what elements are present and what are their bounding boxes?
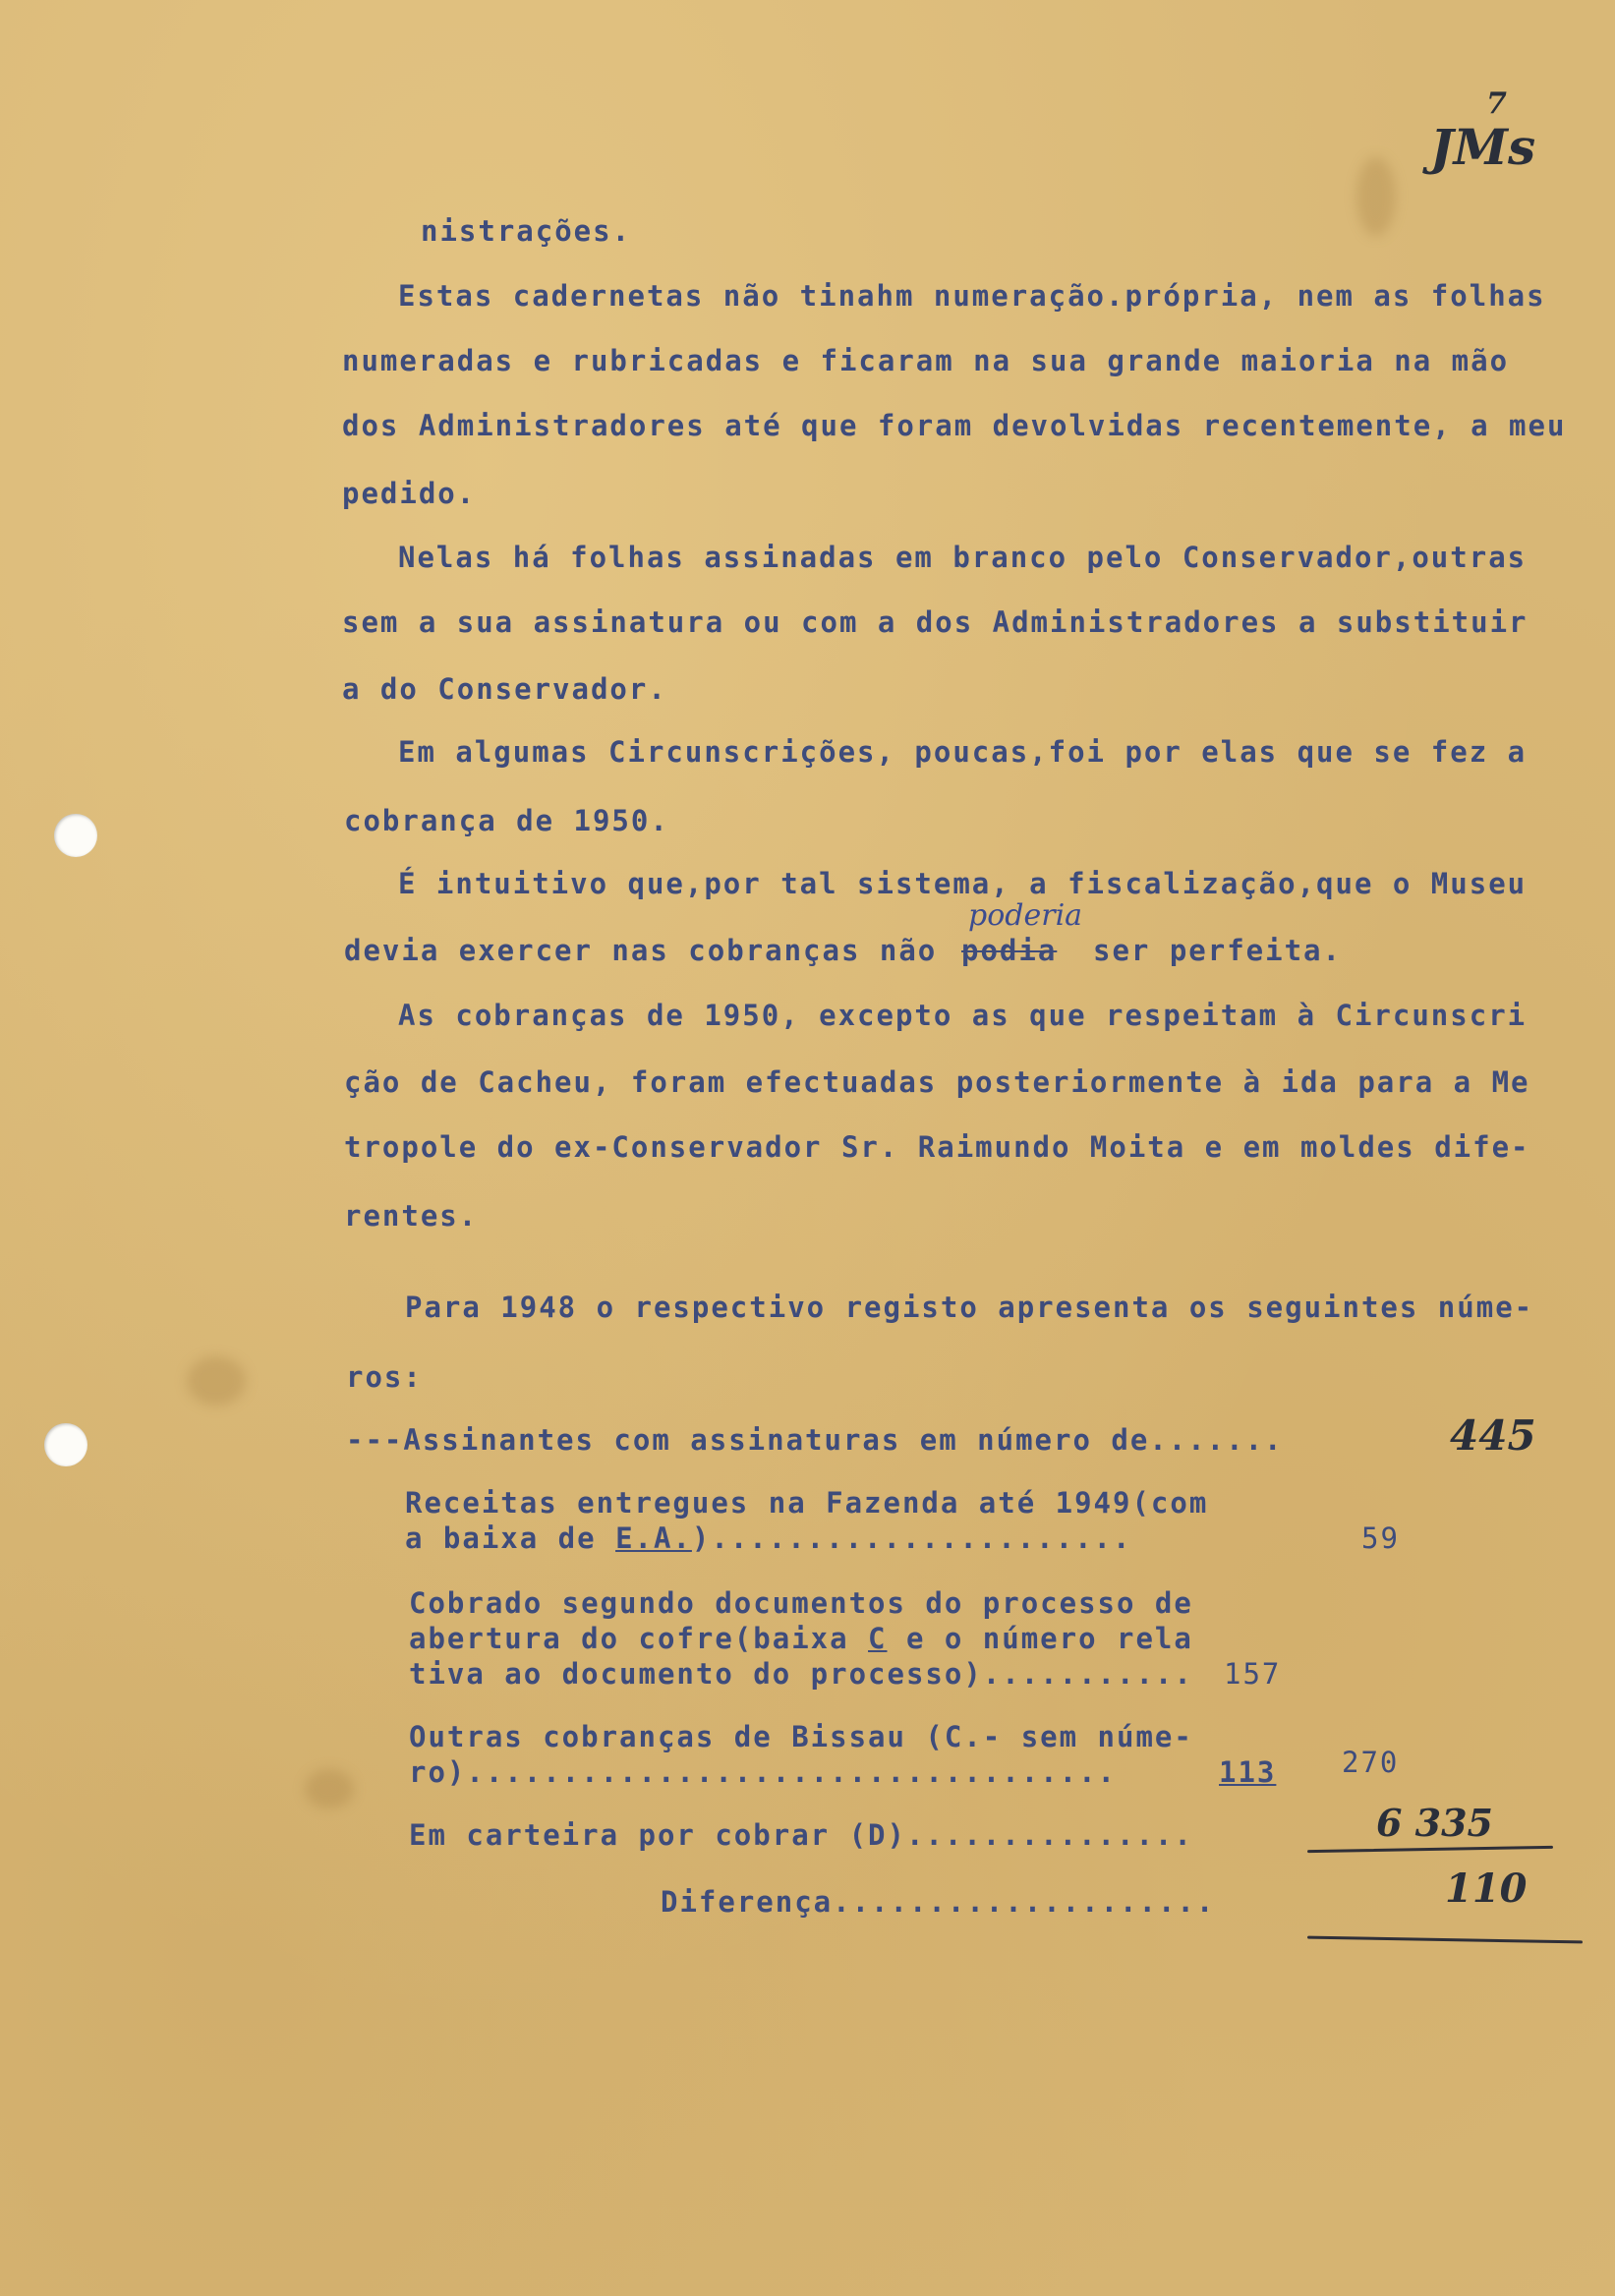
text-line: rentes. <box>344 1199 479 1233</box>
ledger-other-line: Outras cobranças de Bissau (C.- sem núme- <box>409 1720 1193 1753</box>
text-line: ção de Cacheu, foram efectuadas posteriormente à ida para a Me <box>344 1065 1530 1099</box>
ledger-difference-label: Diferença.................... <box>661 1885 1216 1919</box>
text-line: ros: <box>346 1360 423 1394</box>
punch-hole-bottom <box>44 1423 87 1466</box>
page-number: 7 <box>1486 86 1507 121</box>
text-line: Em algumas Circunscrições, poucas,foi por elas que se fez a <box>398 735 1528 769</box>
text-line: a do Conservador. <box>342 672 667 706</box>
ledger-collected-line: tiva ao documento do processo)........... <box>409 1657 1193 1691</box>
handwritten-correction: poderia <box>968 898 1083 933</box>
struck-word: podia <box>961 934 1058 967</box>
ledger-receipts-line <box>405 1521 1131 1555</box>
text-line: pedido. <box>342 477 477 510</box>
ledger-collected-line <box>409 1622 1193 1655</box>
text-line: dos Administradores até que foram devolvidas recentemente, a meu <box>342 409 1567 442</box>
stain <box>187 1356 246 1406</box>
ledger-other-total: 270 <box>1342 1746 1400 1779</box>
text-line: Nelas há folhas assinadas em branco pelo Conservador,outras <box>398 541 1528 574</box>
ledger-receipts-value: 59 <box>1361 1521 1400 1555</box>
ledger-receipts-suffix: )...................... <box>691 1521 1132 1555</box>
ledger-collected-code: C <box>868 1622 888 1655</box>
text-line: numeradas e rubricadas e ficaram na sua grande maioria na mão <box>342 344 1510 377</box>
punch-hole-top <box>54 814 97 857</box>
ledger-receipts-prefix: a baixa de <box>405 1521 616 1555</box>
ledger-difference-value: 110 <box>1445 1866 1528 1912</box>
text-line: nistrações. <box>421 214 632 248</box>
ledger-collected-mid: e o número rela <box>887 1622 1193 1655</box>
underline-rule <box>1307 1846 1553 1853</box>
ledger-collected-line: Cobrado segundo documentos do processo de <box>409 1586 1193 1620</box>
ledger-receipts-line: Receitas entregues na Fazenda até 1949(com <box>405 1486 1209 1520</box>
ledger-other-line: ro).................................. <box>409 1755 1118 1789</box>
ledger-subscribers-label: ---Assinantes com assinaturas em número de....... <box>346 1423 1284 1457</box>
ledger-collected-value: 157 <box>1224 1657 1282 1691</box>
ledger-collected-prefix: abertura do cofre(baixa <box>409 1622 869 1655</box>
ledger-other-value: 113 <box>1219 1755 1277 1789</box>
text-line: devia exercer nas cobranças não <box>344 934 938 967</box>
text-line: As cobranças de 1950, excepto as que respeitam à Circunscri <box>398 999 1528 1032</box>
ledger-receipts-code: E.A. <box>615 1521 692 1555</box>
ledger-subscribers-value: 445 <box>1450 1411 1536 1460</box>
underline-rule <box>1307 1936 1583 1944</box>
stain <box>1356 157 1396 236</box>
text-line: Estas cadernetas não tinahm numeração.própria, nem as folhas <box>398 279 1546 313</box>
ledger-wallet-value: 6 335 <box>1376 1801 1493 1845</box>
text-line: tropole do ex-Conservador Sr. Raimundo Moita e em moldes dife- <box>344 1130 1530 1164</box>
stain <box>305 1769 354 1808</box>
text-line: Para 1948 o respectivo registo apresenta os seguintes núme- <box>405 1291 1534 1324</box>
text-line: cobrança de 1950. <box>344 804 669 837</box>
text-line: sem a sua assinatura ou com a dos Administradores a substituir <box>342 605 1528 639</box>
text-line: É intuitivo que,por tal sistema, a fiscalização,que o Museu <box>398 867 1528 900</box>
ledger-wallet-label: Em carteira por cobrar (D)............... <box>409 1818 1193 1852</box>
initials-signature: JMs <box>1430 118 1536 176</box>
text-line: ser perfeita. <box>1093 934 1342 967</box>
